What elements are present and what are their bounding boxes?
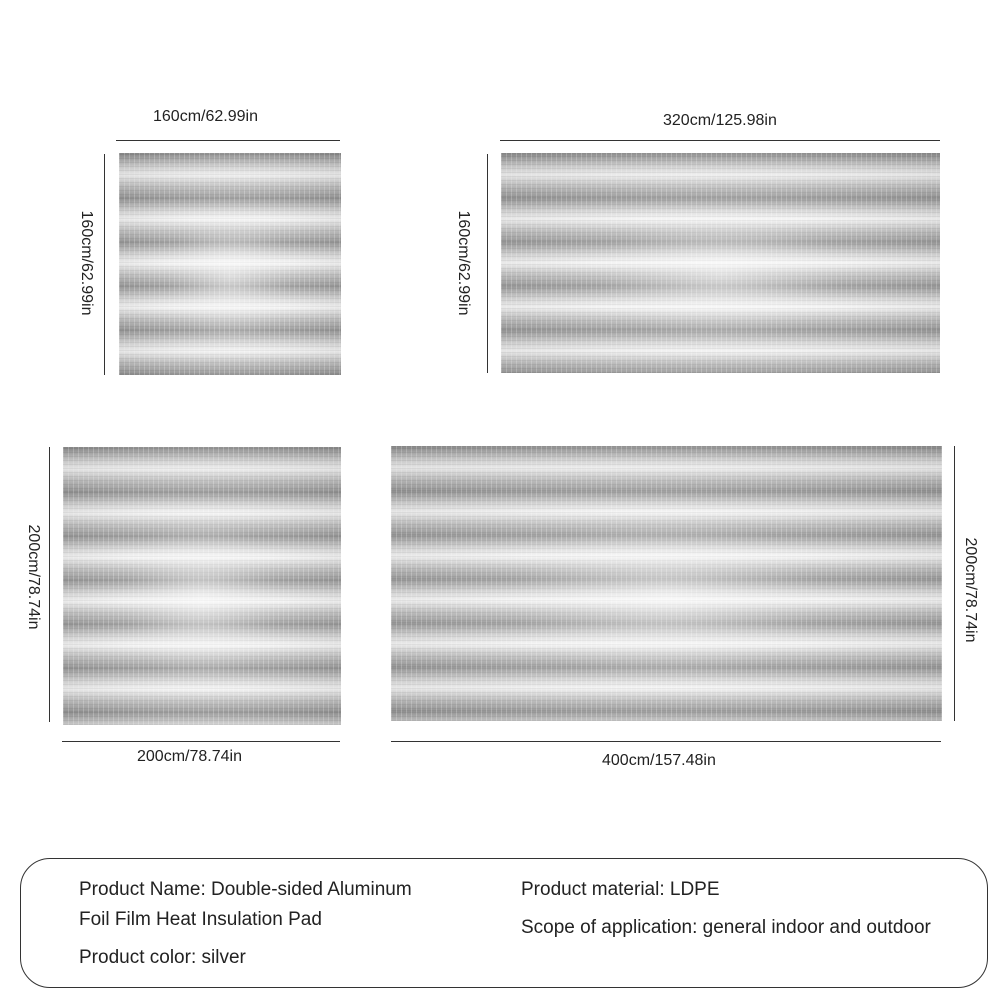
panel4-height-line bbox=[954, 446, 955, 721]
panel2-height-label: 160cm/62.99in bbox=[455, 210, 472, 316]
panel4-width-line bbox=[391, 741, 941, 742]
panel1-foil-image bbox=[119, 153, 341, 375]
panel4-height-label: 200cm/78.74in bbox=[962, 537, 979, 643]
panel1-width-line bbox=[116, 140, 340, 141]
panel2-width-label: 320cm/125.98in bbox=[663, 112, 777, 129]
product-material: Product material: LDPE bbox=[521, 879, 720, 900]
product-color: Product color: silver bbox=[79, 947, 246, 968]
panel1-width-label: 160cm/62.99in bbox=[153, 108, 258, 125]
panel3-width-line bbox=[62, 741, 340, 742]
panel1-height-label: 160cm/62.99in bbox=[78, 210, 95, 316]
panel3-foil-image bbox=[63, 447, 341, 725]
panel4-foil-image bbox=[391, 446, 942, 721]
panel3-height-line bbox=[49, 447, 50, 722]
panel4-width-label: 400cm/157.48in bbox=[602, 752, 716, 769]
product-name-line1: Product Name: Double-sided Aluminum bbox=[79, 879, 412, 900]
panel2-foil-image bbox=[501, 153, 940, 373]
panel1-height-line bbox=[104, 154, 105, 375]
panel3-height-label: 200cm/78.74in bbox=[25, 524, 42, 630]
panel2-width-line bbox=[500, 140, 940, 141]
panel2-height-line bbox=[487, 154, 488, 373]
product-name-line2: Foil Film Heat Insulation Pad bbox=[79, 909, 322, 930]
product-scope: Scope of application: general indoor and outdoor bbox=[521, 917, 931, 938]
panel3-width-label: 200cm/78.74in bbox=[137, 748, 242, 765]
